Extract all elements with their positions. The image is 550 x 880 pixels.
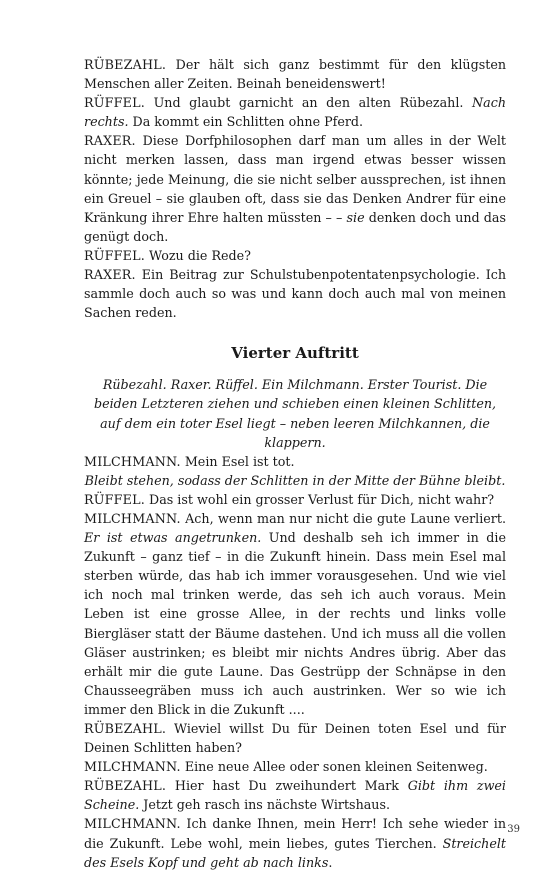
stage-direction-intro: Rübezahl. Raxer. Rüffel. Ein Milchmann. Erster Tourist. Die beiden Letzteren ziehen und schieben einen kleinen Schlitten, auf dem ein toter Esel liegt – neben leeren Milchkannen, die klappern. — [93, 377, 497, 450]
speech: Der hält sich ganz bestimmt für den klügsten Menschen aller Zeiten. Beinah beneidenswert! — [84, 57, 506, 92]
speech: Und glaubt garnicht an den alten Rübezahl. — [144, 95, 473, 111]
scene-heading: Vierter Auftritt — [231, 344, 359, 363]
speech: Jetzt geh rasch ins nächste Wirtshaus. — [139, 797, 391, 813]
dialogue-line — [84, 452, 506, 471]
speech: Mein Esel ist tot. — [180, 453, 295, 469]
speaker: MILCHMANN. — [84, 816, 181, 832]
speech: Eine neue Allee oder sonen kleinen Seitenweg. — [180, 759, 488, 775]
play-text — [84, 55, 506, 872]
speaker: MILCHMANN. — [84, 510, 181, 526]
speech: Ach, wenn man nur nicht die gute Laune verliert. — [180, 510, 506, 526]
speech: Wozu die Rede? — [144, 247, 251, 263]
speaker: RAXER. — [84, 133, 136, 149]
speaker: RÜFFEL. — [84, 247, 145, 263]
speech: Das ist wohl ein grosser Verlust für Dich, nicht wahr? — [144, 491, 495, 507]
stage-direction: Nach rechts. — [84, 95, 506, 130]
dialogue-line — [84, 509, 506, 719]
speaker: MILCHMANN. — [84, 759, 181, 775]
speaker: RÜBEZAHL. — [84, 721, 167, 736]
dialogue-line — [84, 265, 506, 322]
stage-direction: Bleibt stehen, sodass der Schlitten in der Mitte der Bühne bleibt. — [84, 472, 506, 488]
emphasis: sie — [346, 209, 365, 225]
dialogue-line — [84, 490, 506, 509]
stage-direction: Gibt ihm zwei Scheine. — [84, 778, 506, 813]
speech: denken doch und das genügt doch. — [84, 209, 506, 244]
speech: Wieviel willst Du für Deinen toten Esel und für Deinen Schlitten haben? — [84, 721, 506, 756]
speech: . — [328, 854, 333, 870]
speech: Da kommt ein Schlitten ohne Pferd. — [128, 114, 364, 130]
speech: Diese Dorfphilosophen darf man um alles in der Welt nicht merken lassen, dass man irgend etwas besser wissen könnte; jede Meinung, die sie nicht selber aussprechen, ist ihnen ein Greuel – sie glauben oft, dass sie das Denken Andrer für eine Kränkung ihrer Ehre halten müssten – – — [84, 133, 506, 225]
dialogue-line — [84, 719, 506, 757]
speaker: MILCHMANN. — [84, 453, 181, 469]
speaker: RAXER. — [84, 267, 136, 283]
dialogue-line — [84, 55, 506, 93]
page-number: 39 — [507, 824, 520, 835]
speaker: RÜFFEL. — [84, 491, 145, 507]
speaker: RÜBEZAHL. — [84, 778, 167, 794]
dialogue-line — [84, 776, 506, 814]
speaker: RÜFFEL. — [84, 95, 145, 111]
speech: Und deshalb seh ich immer in die Zukunft – ganz tief – in die Zukunft hinein. Dass mein Esel mal sterben würde, das hab ich immer vorausgesehen. Und wie viel ich noch mal trinken werde, das seh ich auch voraus. Mein Leben ist eine grosse Allee, in der rechts und links volle Biergläser statt der Bäume dastehen. Und ich muss all die vollen Gläser austrinken; es bleibt mir nichts Andres übrig. Aber das erhält mir die gute Laune. Das Gestrüpp der Schnäpse in den Chausseegräben muss ich auch austrinken. Wer so wie ich immer den Blick in die Zukunft .... — [84, 530, 506, 717]
speaker: RÜBEZAHL. — [84, 57, 167, 72]
dialogue-line — [84, 93, 506, 131]
stage-direction: Er ist etwas angetrunken. — [84, 530, 262, 546]
speech: Hier hast Du zweihundert Mark — [166, 778, 408, 794]
speech: Ein Beitrag zur Schulstubenpotentatenpsychologie. Ich sammle doch auch so was und kann doch auch mal von meinen Sachen reden. — [84, 267, 506, 321]
speech: Ich danke Ihnen, mein Herr! Ich sehe wieder in die Zukunft. Lebe wohl, mein liebes, gutes Tierchen. — [84, 816, 506, 851]
stage-direction: Streichelt des Esels Kopf und geht ab nach links — [84, 835, 506, 870]
dialogue-line — [84, 246, 506, 265]
dialogue-line — [84, 757, 506, 776]
dialogue-line — [84, 814, 506, 871]
dialogue-line — [84, 131, 506, 246]
